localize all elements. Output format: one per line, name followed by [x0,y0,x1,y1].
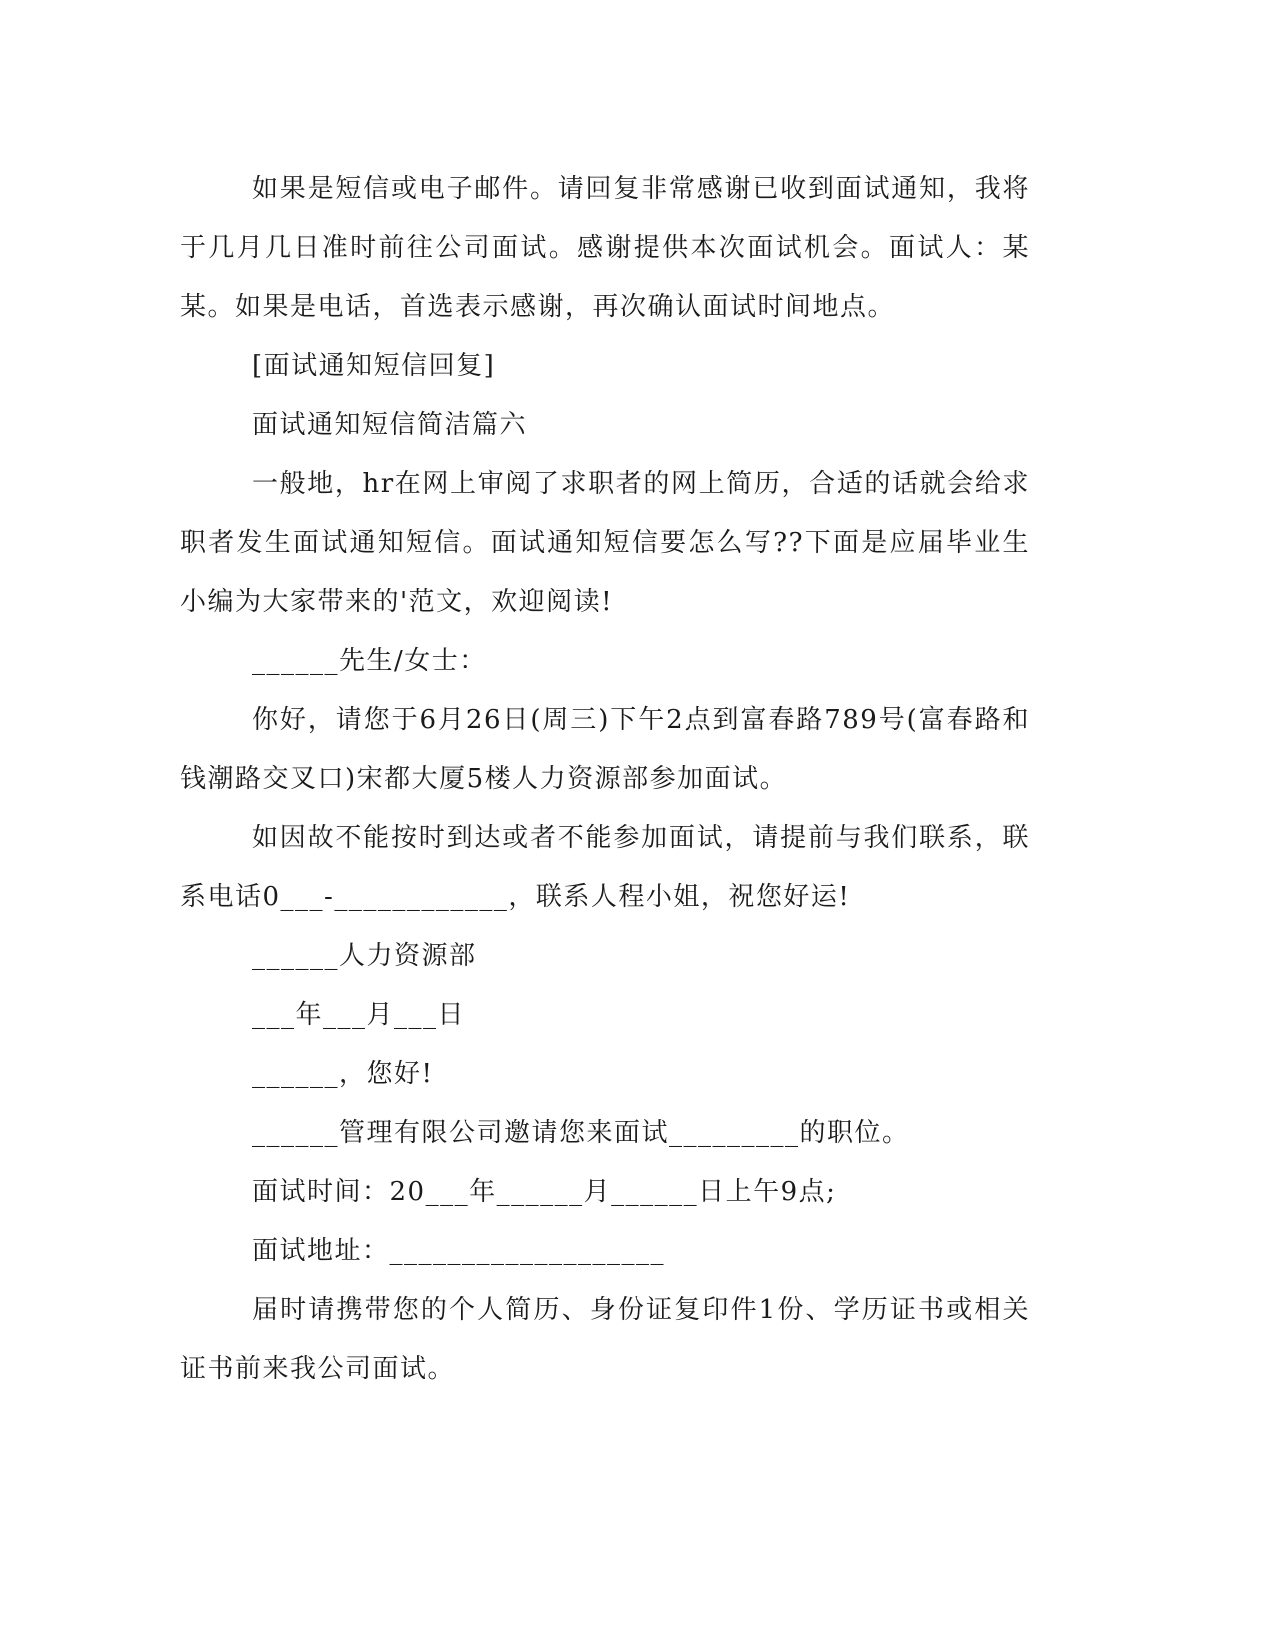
paragraph-contact-info: 如因故不能按时到达或者不能参加面试，请提前与我们联系，联系电话0___-____________，联系人程小姐，祝您好运! [180,823,1030,912]
paragraph-intro: 一般地，hr在网上审阅了求职者的网上简历，合适的话就会给求职者发生面试通知短信。面试通知短信要怎么写??下面是应届毕业生小编为大家带来的'范文，欢迎阅读! [180,469,1030,617]
paragraph-signature-date: ___年___月___日 [252,1000,466,1030]
paragraph-salutation: ______先生/女士： [252,646,487,676]
document-body [180,160,1030,1399]
paragraph-interview-address: 面试地址：___________________ [252,1236,666,1266]
paragraph-invitation: ______管理有限公司邀请您来面试_________的职位。 [252,1118,910,1148]
paragraph-interview-time: 面试时间：20___年______月______日上午9点; [252,1177,837,1207]
paragraph-reply-advice: 如果是短信或电子邮件。请回复非常感谢已收到面试通知，我将于几月几日准时前往公司面试。感谢提供本次面试机会。面试人：某某。如果是电话，首选表示感谢，再次确认面试时间地点。 [180,174,1030,322]
paragraph-signature-dept: ______人力资源部 [252,941,477,971]
paragraph-section-heading: 面试通知短信简洁篇六 [252,410,528,440]
paragraph-greeting: ______，您好! [252,1059,434,1089]
paragraph-section-tag: [面试通知短信回复] [252,351,496,381]
paragraph-interview-time-place: 你好，请您于6月26日(周三)下午2点到富春路789号(富春路和钱潮路交叉口)宋都大厦5楼人力资源部参加面试。 [180,705,1030,794]
paragraph-bring-documents: 届时请携带您的个人简历、身份证复印件1份、学历证书或相关证书前来我公司面试。 [180,1295,1030,1384]
